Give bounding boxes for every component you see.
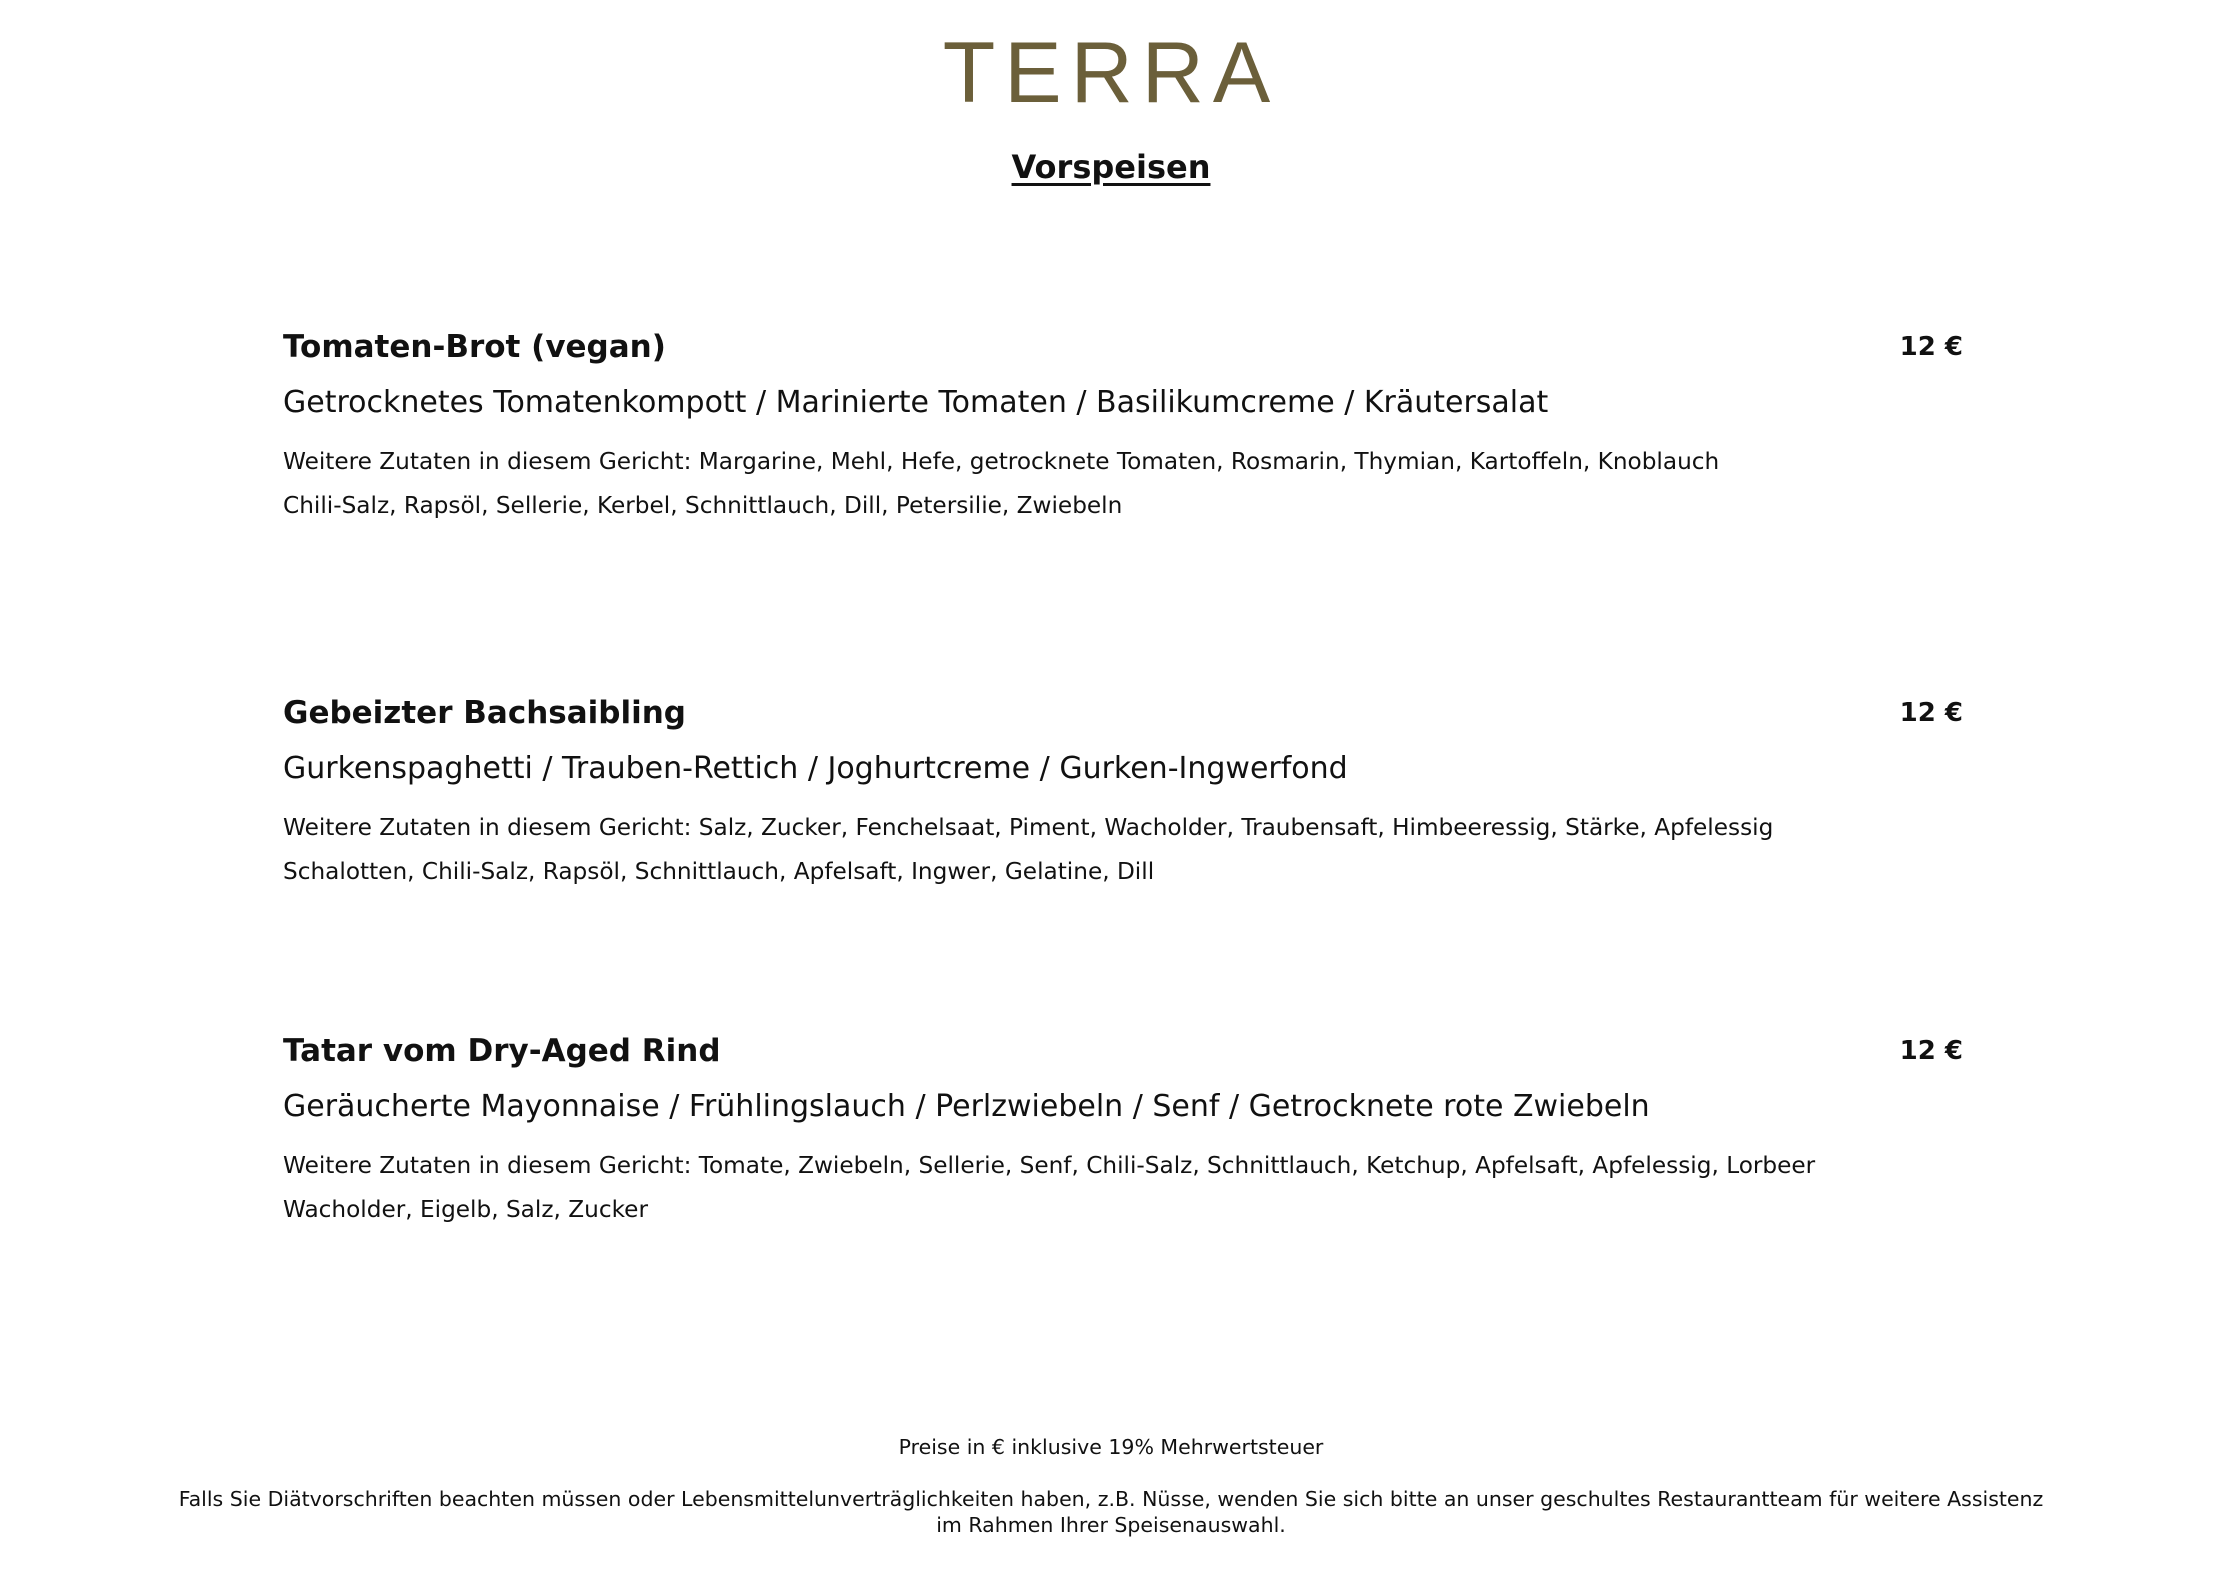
dish-ingredients: [283, 440, 1719, 528]
ingredients-line: Weitere Zutaten in diesem Gericht: Tomate, Zwiebeln, Sellerie, Senf, Chili-Salz, Schnittlauch, Ketchup, Apfelsaft, Apfelessig, Lorbeer: [283, 1152, 1816, 1179]
restaurant-logo: TERRA: [942, 25, 1280, 121]
allergy-note: [0, 1486, 2222, 1538]
ingredients-line: Weitere Zutaten in diesem Gericht: Margarine, Mehl, Hefe, getrocknete Tomaten, Rosmarin, Thymian, Kartoffeln, Knoblauch: [283, 448, 1720, 475]
dish-name: Tatar vom Dry-Aged Rind: [283, 1033, 721, 1069]
ingredients-line: Schalotten, Chili-Salz, Rapsöl, Schnittlauch, Apfelsaft, Ingwer, Gelatine, Dill: [283, 858, 1155, 885]
dish-price: 12 €: [1899, 698, 1963, 728]
ingredients-line: Chili-Salz, Rapsöl, Sellerie, Kerbel, Schnittlauch, Dill, Petersilie, Zwiebeln: [283, 492, 1123, 519]
dish-components: Getrocknetes Tomatenkompott / Marinierte Tomaten / Basilikumcreme / Kräutersalat: [283, 385, 1549, 420]
dish-name: Gebeizter Bachsaibling: [283, 695, 686, 731]
allergy-note-line: Falls Sie Diätvorschriften beachten müssen oder Lebensmittelunverträglichkeiten haben, z.B. Nüsse, wenden Sie sich bitte an unser geschultes Restaurantteam für weitere Assistenz: [178, 1487, 2044, 1511]
allergy-note-line: im Rahmen Ihrer Speisenauswahl.: [936, 1513, 1286, 1537]
price-note-text: Preise in € inklusive 19% Mehrwertsteuer: [898, 1435, 1324, 1459]
ingredients-line: Weitere Zutaten in diesem Gericht: Salz, Zucker, Fenchelsaat, Piment, Wacholder, Traubensaft, Himbeeressig, Stärke, Apfelessig: [283, 814, 1774, 841]
dish-price: 12 €: [1899, 1036, 1963, 1066]
ingredients-line: Wacholder, Eigelb, Salz, Zucker: [283, 1196, 648, 1223]
dish-ingredients: [283, 1144, 1815, 1232]
dish-components: Geräucherte Mayonnaise / Frühlingslauch / Perlzwiebeln / Senf / Getrocknete rote Zwiebeln: [283, 1089, 1650, 1124]
dish-ingredients: [283, 806, 1773, 894]
dish-name: Tomaten-Brot (vegan): [283, 329, 666, 365]
dish-price: 12 €: [1899, 332, 1963, 362]
dish-components: Gurkenspaghetti / Trauben-Rettich / Joghurtcreme / Gurken-Ingwerfond: [283, 751, 1348, 786]
section-title: Vorspeisen: [1011, 148, 1211, 186]
price-note: [0, 1434, 2222, 1460]
